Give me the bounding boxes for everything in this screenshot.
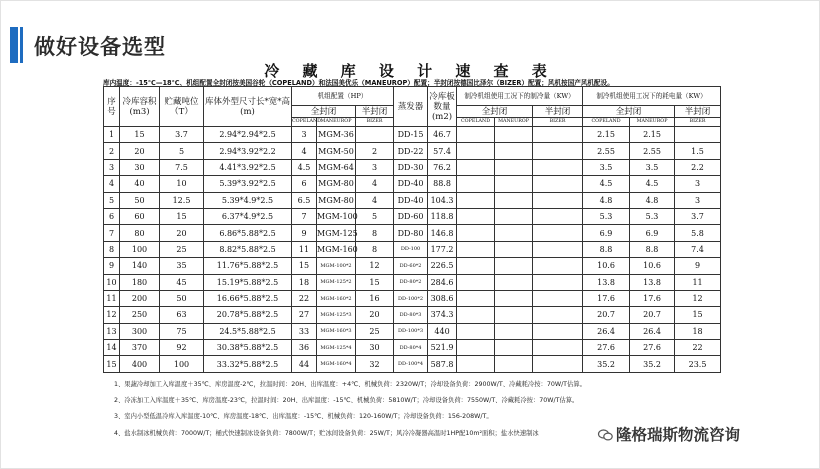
cold-storage-table [103,86,721,373]
cell-ton: 20 [160,225,204,241]
table-row [104,225,721,241]
cell-p_biz: 23.5 [675,356,721,372]
cell-c_man [495,258,533,274]
cell-p_biz: 1.5 [675,143,721,159]
cell-area: 440 [428,323,457,339]
header-semi-sealed: 半封闭 [675,106,721,118]
cell-c_cop [457,176,495,192]
cell-semi: 2 [356,143,394,159]
wechat-icon [598,429,613,441]
cell-p_biz: 22 [675,340,721,356]
header-panel-area: 冷库板数量(m2) [428,87,457,127]
cell-vol: 50 [120,192,160,208]
cell-p_man: 35.2 [630,356,675,372]
cell-area: 587.8 [428,356,457,372]
cell-area: 76.2 [428,159,457,175]
cell-p_man: 20.7 [630,307,675,323]
cell-p_man: 13.8 [630,274,675,290]
cell-c_man [495,307,533,323]
cell-c_cop [457,340,495,356]
table-row [104,241,721,257]
header-cooling-capacity: 制冷机组使用工况下的制冷量（KW） [457,87,583,106]
cell-c_man [495,323,533,339]
cell-mm: MGM-80 [317,176,356,192]
cell-evap: DD-60*2 [394,258,428,274]
cell-p_biz: 11 [675,274,721,290]
cell-no: 10 [104,274,120,290]
cell-no: 5 [104,192,120,208]
cell-semi: 8 [356,241,394,257]
cell-c_man [495,192,533,208]
cell-ton: 7.5 [160,159,204,175]
cell-evap: DD-100*4 [394,356,428,372]
cell-mm: MGM-125 [317,225,356,241]
table-row [104,323,721,339]
cell-evap: DD-15 [394,127,428,143]
cell-hp: 4 [292,143,317,159]
cell-vol: 30 [120,159,160,175]
cell-c_biz [533,159,583,175]
cell-ton: 75 [160,323,204,339]
cell-semi: 20 [356,307,394,323]
cell-c_biz [533,307,583,323]
header-bizer: BIZER [356,118,394,127]
header-maneurop: MANEUROP [495,118,533,127]
cell-p_biz: 12 [675,290,721,306]
cell-no: 6 [104,208,120,224]
cell-c_cop [457,307,495,323]
cell-p_cop: 10.6 [583,258,630,274]
cell-semi: 4 [356,176,394,192]
slide-title: 做好设备选型 [34,35,166,59]
cell-ton: 63 [160,307,204,323]
cell-c_man [495,241,533,257]
cell-c_cop [457,208,495,224]
cell-vol: 370 [120,340,160,356]
cell-semi: 12 [356,258,394,274]
cell-hp: 33 [292,323,317,339]
cell-vol: 100 [120,241,160,257]
cell-p_biz: 18 [675,323,721,339]
cell-area: 177.2 [428,241,457,257]
cell-ton: 45 [160,274,204,290]
cell-vol: 40 [120,176,160,192]
cell-area: 284.6 [428,274,457,290]
header-semi-sealed: 半封闭 [356,106,394,118]
cell-c_man [495,274,533,290]
cell-c_cop [457,290,495,306]
cell-p_biz: 3.7 [675,208,721,224]
cell-evap: DD-30 [394,159,428,175]
table-row [104,159,721,175]
cell-semi: 25 [356,323,394,339]
cell-ton: 25 [160,241,204,257]
cell-p_biz: 5.8 [675,225,721,241]
cell-hp: 44 [292,356,317,372]
cell-area: 104.3 [428,192,457,208]
cell-mm: MGM-36 [317,127,356,143]
cell-p_cop: 4.5 [583,176,630,192]
cell-area: 226.5 [428,258,457,274]
cell-area: 308.6 [428,290,457,306]
cell-no: 2 [104,143,120,159]
cell-c_biz [533,323,583,339]
cell-vol: 180 [120,274,160,290]
cell-c_cop [457,241,495,257]
cell-p_cop: 8.8 [583,241,630,257]
cell-semi: 8 [356,225,394,241]
cell-hp: 36 [292,340,317,356]
cell-mm: MGM-100*2 [317,258,356,274]
cell-semi: 5 [356,208,394,224]
cell-mm: MGM-80 [317,192,356,208]
cell-mm: MGM-125*4 [317,340,356,356]
cell-c_biz [533,208,583,224]
cell-vol: 400 [120,356,160,372]
cell-p_cop: 2.55 [583,143,630,159]
note-line: 4、盐水制冰机械负荷：7000W/T；桶式快速制冰设备负荷：7800W/T；贮冰间设备负荷：25W/T；风冷冷凝器高温时1HP配10m²面积；盐水快速制冰 [114,429,539,437]
cell-c_biz [533,356,583,372]
cell-p_cop: 6.9 [583,225,630,241]
cell-c_man [495,290,533,306]
cell-ton: 15 [160,208,204,224]
cell-p_man: 10.6 [630,258,675,274]
cell-area: 118.8 [428,208,457,224]
header-bizer: BIZER [675,118,721,127]
cell-dim: 33.32*5.88*2.5 [204,356,292,372]
cell-p_man: 2.55 [630,143,675,159]
cell-semi: 16 [356,290,394,306]
cell-evap: DD-80 [394,225,428,241]
cell-vol: 250 [120,307,160,323]
cell-c_man [495,143,533,159]
header-bizer: BIZER [533,118,583,127]
cell-evap: DD-80*4 [394,340,428,356]
cell-p_biz: 9 [675,258,721,274]
cell-c_biz [533,176,583,192]
cell-hp: 6 [292,176,317,192]
cell-c_man [495,340,533,356]
cell-p_man: 3.5 [630,159,675,175]
cell-ton: 92 [160,340,204,356]
cell-hp: 4.5 [292,159,317,175]
cell-area: 521.9 [428,340,457,356]
cell-c_biz [533,225,583,241]
cell-c_biz [533,340,583,356]
cell-hp: 27 [292,307,317,323]
header-fully-sealed: 全封闭 [292,106,356,118]
cell-vol: 300 [120,323,160,339]
header-evaporator: 蒸发器 [394,87,428,127]
cell-p_biz [675,127,721,143]
cell-evap: DD-100 [394,241,428,257]
cell-c_man [495,208,533,224]
cell-c_man [495,225,533,241]
header-seq: 序号 [104,87,120,127]
cell-vol: 200 [120,290,160,306]
cell-ton: 5 [160,143,204,159]
table-subtitle: 库内温度：-15℃—18℃、机组配置全封闭按美国谷轮（COPELAND）和法国美优乐（MANEUROP）配置；半封闭按德国比泽尔（BIZER）配置；风机按国产风机配设。 [103,79,614,87]
cell-p_biz: 3 [675,192,721,208]
header-semi-sealed: 半封闭 [533,106,583,118]
cell-semi: 32 [356,356,394,372]
watermark [598,423,740,445]
cell-evap: DD-22 [394,143,428,159]
cell-p_cop: 13.8 [583,274,630,290]
cell-hp: 9 [292,225,317,241]
cell-mm: MGM-100 [317,208,356,224]
note-line: 3、室内小型低温冷库入库温度-10℃、库房温度-18℃、出库温度：-15℃、机械负荷：120-160W/T；冷却设备负荷：156-208W/T。 [114,413,493,421]
cell-ton: 12.5 [160,192,204,208]
cell-dim: 30.38*5.88*2.5 [204,340,292,356]
title-accent-bar [10,27,18,63]
note-line: 2、冷冻加工入库温度＋35℃、库房温度-23℃，拉温时间：20H、出库温度：-15℃、机械负荷：5810W/T；冷却设备负荷：7550W/T、冷藏耗冷按：70W/T估算。 [114,397,579,405]
cell-p_man: 27.6 [630,340,675,356]
cell-p_cop: 27.6 [583,340,630,356]
cell-hp: 7 [292,208,317,224]
header-unit-config: 机组配置（HP） [292,87,394,106]
cell-mm: MGM-160*4 [317,356,356,372]
table-row [104,356,721,372]
cell-p_man: 8.8 [630,241,675,257]
cell-p_cop: 20.7 [583,307,630,323]
cell-p_cop: 17.6 [583,290,630,306]
table-row [104,208,721,224]
cell-area: 88.8 [428,176,457,192]
table-row [104,290,721,306]
cell-c_biz [533,192,583,208]
cell-p_cop: 4.8 [583,192,630,208]
cell-vol: 60 [120,208,160,224]
cell-c_man [495,176,533,192]
cell-c_man [495,159,533,175]
header-volume: 冷库容积(m3) [120,87,160,127]
cell-p_man: 6.9 [630,225,675,241]
cell-evap: DD-80*2 [394,274,428,290]
cell-evap: DD-40 [394,192,428,208]
cell-mm: MGM-125*2 [317,274,356,290]
cell-area: 374.3 [428,307,457,323]
cell-p_biz: 15 [675,307,721,323]
cell-area: 57.4 [428,143,457,159]
cell-area: 146.8 [428,225,457,241]
header-dimensions: 库体外型尺寸长*宽*高(m) [204,87,292,127]
cell-c_cop [457,258,495,274]
cell-vol: 15 [120,127,160,143]
table-row [104,143,721,159]
header-copeland: COPELAND [457,118,495,127]
cell-dim: 6.86*5.88*2.5 [204,225,292,241]
cell-c_biz [533,127,583,143]
cell-evap: DD-60 [394,208,428,224]
cell-no: 8 [104,241,120,257]
cell-p_man: 2.15 [630,127,675,143]
header-maneurop: MANEUROP [317,118,356,127]
header-copeland: COPELAND [292,118,317,127]
cell-dim: 11.76*5.88*2.5 [204,258,292,274]
cell-ton: 50 [160,290,204,306]
cell-semi [356,127,394,143]
cell-c_man [495,356,533,372]
cell-dim: 16.66*5.88*2.5 [204,290,292,306]
cell-semi: 4 [356,192,394,208]
cell-dim: 4.41*3.92*2.5 [204,159,292,175]
cell-vol: 80 [120,225,160,241]
cell-c_biz [533,143,583,159]
cell-p_cop: 3.5 [583,159,630,175]
cell-hp: 11 [292,241,317,257]
cell-c_cop [457,127,495,143]
cell-c_man [495,127,533,143]
cell-mm: MGM-125*3 [317,307,356,323]
cell-area: 46.7 [428,127,457,143]
header-maneurop: MANEUROP [630,118,675,127]
cell-no: 4 [104,176,120,192]
cell-vol: 20 [120,143,160,159]
cell-p_man: 5.3 [630,208,675,224]
cell-c_biz [533,290,583,306]
cell-p_cop: 5.3 [583,208,630,224]
table-title: 冷 藏 库 设 计 速 查 表 [264,62,556,80]
cell-mm: MGM-50 [317,143,356,159]
cell-ton: 3.7 [160,127,204,143]
cell-p_cop: 35.2 [583,356,630,372]
cell-no: 1 [104,127,120,143]
header-power-consumption: 制冷机组使用工况下的耗电量（KW） [583,87,721,106]
cell-p_man: 4.8 [630,192,675,208]
cell-no: 9 [104,258,120,274]
cell-dim: 15.19*5.88*2.5 [204,274,292,290]
cell-dim: 20.78*5.88*2.5 [204,307,292,323]
cell-ton: 35 [160,258,204,274]
header-fully-sealed: 全封闭 [583,106,675,118]
cell-dim: 5.39*4.9*2.5 [204,192,292,208]
table-row [104,127,721,143]
cell-no: 12 [104,307,120,323]
cell-hp: 15 [292,258,317,274]
table-row [104,307,721,323]
header-copeland: COPELAND [583,118,630,127]
cell-c_biz [533,274,583,290]
table-row [104,340,721,356]
cell-mm: MGM-160*3 [317,323,356,339]
cell-c_cop [457,356,495,372]
cell-p_cop: 26.4 [583,323,630,339]
cell-no: 3 [104,159,120,175]
watermark-text: 隆格瑞斯物流咨询 [616,426,741,444]
cell-ton: 10 [160,176,204,192]
cell-p_man: 26.4 [630,323,675,339]
note-line: 1、果蔬冷却加工入库温度＋35℃、库房温度-2℃，拉温时间：20H、出库温度：+4℃、机械负荷：2320W/T；冷却设备负荷：2900W/T、冷藏耗冷按：70W/T估算。 [114,381,586,388]
cell-dim: 2.94*3.92*2.2 [204,143,292,159]
header-tonnage: 贮藏吨位（T） [160,87,204,127]
cell-dim: 8.82*5.88*2.5 [204,241,292,257]
cell-p_biz: 7.4 [675,241,721,257]
cell-evap: DD-100*3 [394,323,428,339]
cell-evap: DD-100*2 [394,290,428,306]
cell-c_biz [533,241,583,257]
cell-c_cop [457,143,495,159]
cell-hp: 22 [292,290,317,306]
cell-mm: MGM-160 [317,241,356,257]
cell-p_biz: 3 [675,176,721,192]
cell-c_cop [457,159,495,175]
cell-dim: 6.37*4.9*2.5 [204,208,292,224]
cell-hp: 18 [292,274,317,290]
cell-p_man: 4.5 [630,176,675,192]
cell-mm: MGM-64 [317,159,356,175]
cell-evap: DD-80*3 [394,307,428,323]
table-row [104,192,721,208]
cell-vol: 140 [120,258,160,274]
cell-no: 15 [104,356,120,372]
cell-c_cop [457,274,495,290]
table-row [104,258,721,274]
cell-c_cop [457,323,495,339]
cell-semi: 30 [356,340,394,356]
cell-p_biz: 2.2 [675,159,721,175]
cell-p_man: 17.6 [630,290,675,306]
table-row [104,274,721,290]
cell-mm: MGM-160*2 [317,290,356,306]
header-fully-sealed: 全封闭 [457,106,533,118]
cell-semi: 3 [356,159,394,175]
table-row [104,176,721,192]
cell-p_cop: 2.15 [583,127,630,143]
cell-ton: 100 [160,356,204,372]
cell-no: 14 [104,340,120,356]
title-accent-bar-thin [20,27,23,63]
cell-dim: 2.94*2.94*2.5 [204,127,292,143]
cell-hp: 6.5 [292,192,317,208]
cell-no: 13 [104,323,120,339]
cell-dim: 5.39*3.92*2.5 [204,176,292,192]
cell-no: 11 [104,290,120,306]
cell-semi: 15 [356,274,394,290]
table-body [104,127,721,373]
cell-hp: 3 [292,127,317,143]
cell-dim: 24.5*5.88*2.5 [204,323,292,339]
cell-c_cop [457,225,495,241]
cell-evap: DD-40 [394,176,428,192]
cell-c_cop [457,192,495,208]
cell-no: 7 [104,225,120,241]
cell-c_biz [533,258,583,274]
